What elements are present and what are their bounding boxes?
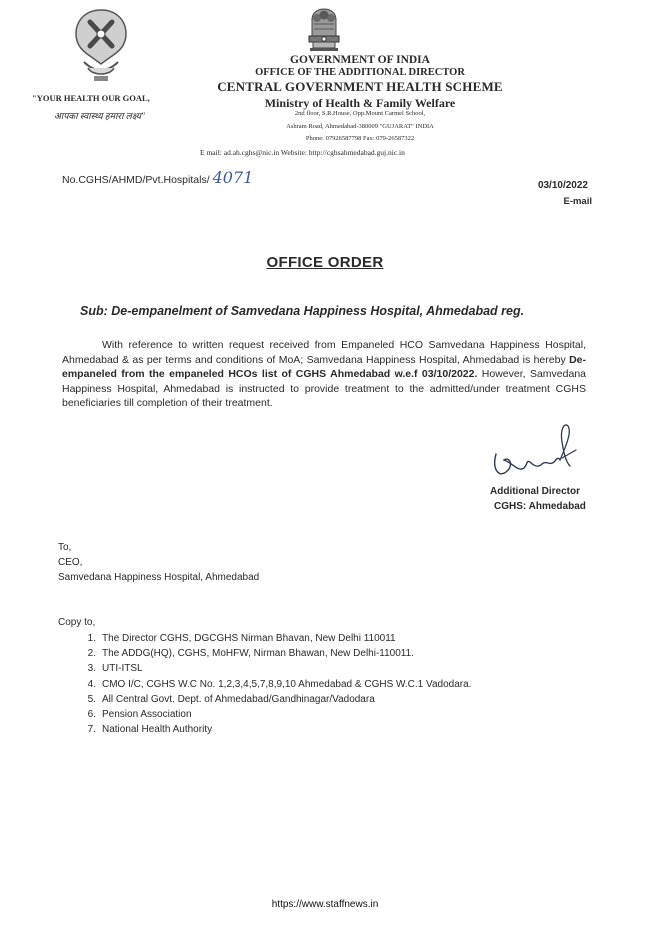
list-item: 7. National Health Authority bbox=[87, 724, 213, 736]
subject-line: Sub: De-empanelment of Samvedana Happiness Hospital, Ahmedabad reg. bbox=[80, 304, 525, 318]
copy-to-label: Copy to, bbox=[58, 617, 96, 628]
header-government: GOVERNMENT OF INDIA bbox=[290, 54, 430, 66]
header-phone: Phone: 07926587798 Fax: 079-26587322 bbox=[305, 135, 415, 142]
dispatch-mode: E-mail bbox=[563, 196, 592, 207]
reference-number bbox=[62, 168, 253, 187]
list-item: 3. UTI-ITSL bbox=[87, 663, 143, 675]
body-part2-bold: De-empaneled from the empaneled HCOs list of CGHS Ahmedabad w.e.f 03/10/2022. bbox=[62, 353, 586, 381]
header-scheme: CENTRAL GOVERNMENT HEALTH SCHEME bbox=[217, 79, 503, 94]
list-item: 4. CMO I/C, CGHS W.C No. 1,2,3,4,5,7,8,9,10 Ahmedabad & CGHS W.C.1 Vadodara. bbox=[87, 678, 472, 690]
header-office: OFFICE OF THE ADDITIONAL DIRECTOR bbox=[255, 67, 465, 78]
body-paragraph bbox=[62, 338, 586, 411]
cghs-logo bbox=[70, 6, 132, 84]
signatory-office: CGHS: Ahmedabad bbox=[494, 501, 586, 512]
motto-hindi: आपका स्वास्थ्य हमारा लक्ष्य" bbox=[54, 111, 145, 121]
header-ministry: Ministry of Health & Family Welfare bbox=[264, 96, 456, 110]
body-part3: However, Samvedana Happiness Hospital, Ahmedabad is instructed to provide treatment to the admitted/under treatment CGHS beneficiaries till completion of their treatment. bbox=[62, 368, 586, 410]
header-address-line2: Ashram Road, Ahmedabad-380009 "GUJARAT" INDIA bbox=[286, 123, 434, 130]
list-item: 6. Pension Association bbox=[87, 709, 192, 721]
motto-english: "YOUR HEALTH OUR GOAL, bbox=[32, 93, 150, 103]
copy-to-list bbox=[66, 631, 471, 737]
list-item: 2. The ADDG(HQ), CGHS, MoHFW, Nirman Bhawan, New Delhi-110011. bbox=[87, 648, 414, 660]
signature-mark bbox=[484, 420, 584, 488]
header-address-line1: 2nd floor, S.R.House, Opp.Mount Carmel School, bbox=[294, 110, 426, 117]
page-title: OFFICE ORDER bbox=[266, 254, 384, 271]
recipient-name: Samvedana Happiness Hospital, Ahmedabad bbox=[58, 572, 260, 583]
national-emblem bbox=[302, 6, 346, 54]
reference-handwritten-number: 4071 bbox=[212, 168, 254, 187]
signatory-title: Additional Director bbox=[490, 486, 581, 497]
reference-label: No.CGHS/AHMD/Pvt.Hospitals/ bbox=[62, 174, 210, 186]
recipient-block bbox=[58, 540, 259, 585]
order-date: 03/10/2022 bbox=[537, 180, 588, 191]
header-email-website: E mail: ad.ah.cghs@nic.in Website: http://cghsahmedabad.guj.nic.in bbox=[200, 148, 405, 157]
list-item: 5. All Central Govt. Dept. of Ahmedabad/Gandhinagar/Vadodara bbox=[87, 693, 375, 705]
recipient-to: To, bbox=[58, 542, 72, 553]
footer-url[interactable]: https://www.staffnews.in bbox=[271, 899, 379, 910]
body-part1: With reference to written request received from Empaneled HCO Samvedana Happiness Hospital, Ahmedabad & as per terms and conditions of MoA; Samvedana Happiness Hospital, Ahmedabad is hereby bbox=[62, 339, 586, 366]
list-item: 1. The Director CGHS, DGCGHS Nirman Bhavan, New Delhi 110011 bbox=[87, 633, 396, 644]
recipient-designation: CEO, bbox=[58, 557, 83, 568]
